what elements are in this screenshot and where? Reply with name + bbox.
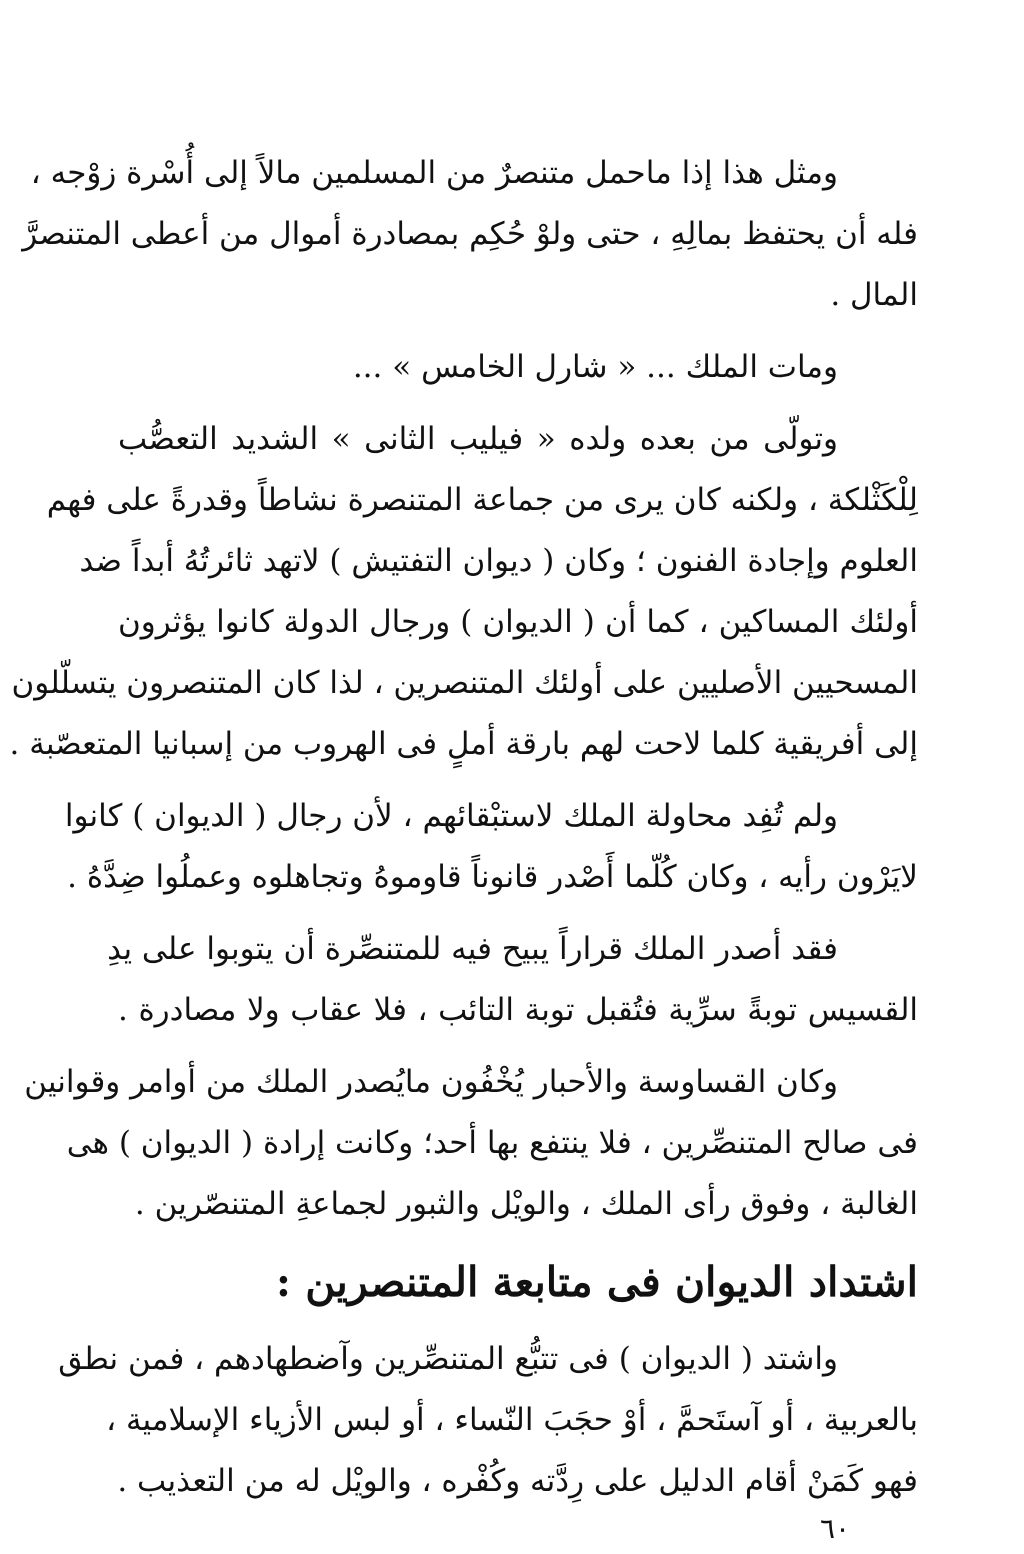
text-line: لِلْكَثْلكة ، ولكنه كان يرى من جماعة المتنصرة نشاطاً وقدرةً على فهم <box>46 482 918 518</box>
text-line: الغالبة ، وفوق رأى الملك ، والويْل والثبور لجماعةِ المتنصّرين . <box>134 1186 918 1222</box>
text-line: المسحيين الأصليين على أولئك المتنصرين ، لذا كان المتنصرون يتسلّلون <box>11 665 918 701</box>
text-line: ولم تُفِد محاولة الملك لاستبْقائهم ، لأن رجال ( الديوان ) كانوا <box>64 798 838 834</box>
text-line: فله أن يحتفظ بمالِهِ ، حتى ولوْ حُكِم بمصادرة أموال من أعطى المتنصرَّ <box>22 216 918 252</box>
text-line: ومات الملك ... « شارل الخامس » ... <box>352 349 838 385</box>
text-line: وتولّى من بعده ولده « فيليب الثانى » الشديد التعصُّب <box>118 421 838 457</box>
text-line: لايَرْون رأيه ، وكان كُلّما أَصْدر قانوناً قاوموهُ وتجاهلوه وعملُوا ضِدَّهُ . <box>67 859 918 895</box>
paragraph-1 <box>22 143 918 326</box>
text-line: العلوم وإجادة الفنون ؛ وكان ( ديوان التفتيش ) لاتهد ثائرتُهُ أبداً ضد <box>79 543 918 579</box>
paragraph-3 <box>9 409 918 775</box>
text-line: واشتد ( الديوان ) فى تتبُّع المتنصِّرين وآضطهادهم ، فمن نطق <box>58 1341 838 1377</box>
text-line: وكان القساوسة والأحبار يُخْفُون مايُصدر الملك من أوامر وقوانين <box>24 1064 838 1100</box>
paragraph-6 <box>24 1052 918 1235</box>
text-line: ومثل هذا إذا ماحمل متنصرٌ من المسلمين مالاً إلى أُسْرة زوْجه ، <box>30 155 838 191</box>
text-line: فقد أصدر الملك قراراً يبيح فيه للمتنصِّرة أن يتوبوا على يدِ <box>107 931 838 967</box>
paragraph-5 <box>107 919 918 1041</box>
section-heading: اشتداد الديوان فى متابعة المتنصرين : <box>275 1258 918 1306</box>
page-body <box>9 143 918 1512</box>
page-number: ٦٠ <box>820 1512 851 1545</box>
paragraph-2 <box>118 337 918 398</box>
paragraph-4 <box>64 786 918 908</box>
text-line: فهو كَمَنْ أقام الدليل على رِدَّته وكُفْره ، والويْل له من التعذيب . <box>117 1463 918 1499</box>
text-line: أولئك المساكين ، كما أن ( الديوان ) ورجال الدولة كانوا يؤثرون <box>118 604 918 640</box>
text-line: إلى أفريقية كلما لاحت لهم بارقة أملٍ فى الهروب من إسبانيا المتعصّبة . <box>9 726 918 762</box>
text-line: فى صالح المتنصِّرين ، فلا ينتفع بها أحد؛ وكانت إرادة ( الديوان ) هى <box>66 1125 918 1161</box>
paragraph-7 <box>58 1329 918 1512</box>
text-line: بالعربية ، أو آستَحمَّ ، أوْ حجَبَ النّساء ، أو لبس الأزياء الإسلامية ، <box>106 1402 918 1438</box>
text-line: المال . <box>830 277 918 313</box>
text-line: القسيس توبةً سرِّية فتُقبل توبة التائب ، فلا عقاب ولا مصادرة . <box>118 992 918 1028</box>
